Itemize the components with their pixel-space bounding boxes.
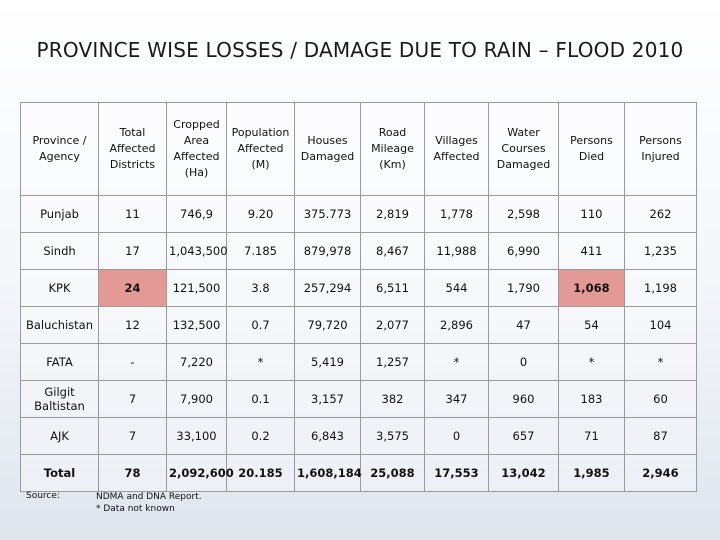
- table-cell: 6,843: [295, 418, 361, 455]
- table-cell: 2,896: [425, 307, 489, 344]
- highlighted-cell: 1,068: [559, 270, 625, 307]
- table-cell: 110: [559, 196, 625, 233]
- table-cell: *: [425, 344, 489, 381]
- footnote: * Data not known: [96, 504, 175, 514]
- table-row: [21, 344, 697, 381]
- table-cell: 12: [99, 307, 167, 344]
- table-cell: 47: [489, 307, 559, 344]
- table-cell: 411: [559, 233, 625, 270]
- total-cell: 13,042: [489, 455, 559, 492]
- total-cell: 2,092,600: [167, 455, 227, 492]
- source-label: Source:: [26, 491, 60, 501]
- table-cell: 2,077: [361, 307, 425, 344]
- table-cell: 1,043,500: [167, 233, 227, 270]
- table-cell: 657: [489, 418, 559, 455]
- highlighted-cell: 24: [99, 270, 167, 307]
- table-cell: 60: [625, 381, 697, 418]
- table-cell: 375.773: [295, 196, 361, 233]
- table-row: [21, 307, 697, 344]
- total-cell: 78: [99, 455, 167, 492]
- total-cell: 20.185: [227, 455, 295, 492]
- page-title: PROVINCE WISE LOSSES / DAMAGE DUE TO RAIN – FLOOD 2010: [36, 38, 684, 62]
- table-cell: Sindh: [21, 233, 99, 270]
- table-cell: 544: [425, 270, 489, 307]
- table-cell: 7,220: [167, 344, 227, 381]
- table-cell: 347: [425, 381, 489, 418]
- table-cell: FATA: [21, 344, 99, 381]
- table-cell: 0.2: [227, 418, 295, 455]
- table-cell: 6,990: [489, 233, 559, 270]
- source-note: [96, 491, 202, 515]
- header-province: Province / Agency: [21, 103, 99, 196]
- table-cell: 3,575: [361, 418, 425, 455]
- table-cell: 1,198: [625, 270, 697, 307]
- header-injured: Persons Injured: [625, 103, 697, 196]
- table-cell: 0.1: [227, 381, 295, 418]
- table-cell: 87: [625, 418, 697, 455]
- header-villages: Villages Affected: [425, 103, 489, 196]
- header-water-courses: Water Courses Damaged: [489, 103, 559, 196]
- table-cell: 0.7: [227, 307, 295, 344]
- table-cell: 6,511: [361, 270, 425, 307]
- total-cell: 1,985: [559, 455, 625, 492]
- table-row: [21, 418, 697, 455]
- table-cell: 382: [361, 381, 425, 418]
- header-row: [21, 103, 697, 196]
- table-cell: 1,257: [361, 344, 425, 381]
- table-cell: 7,900: [167, 381, 227, 418]
- table-cell: *: [559, 344, 625, 381]
- table-cell: 5,419: [295, 344, 361, 381]
- table-cell: 54: [559, 307, 625, 344]
- table-row: [21, 196, 697, 233]
- table-cell: 132,500: [167, 307, 227, 344]
- table-row: [21, 233, 697, 270]
- header-cropped-area: Cropped Area Affected (Ha): [167, 103, 227, 196]
- table-cell: 79,720: [295, 307, 361, 344]
- header-districts: Total Affected Districts: [99, 103, 167, 196]
- table-cell: 17: [99, 233, 167, 270]
- table-cell: *: [625, 344, 697, 381]
- table-row: [21, 381, 697, 418]
- table-cell: 257,294: [295, 270, 361, 307]
- total-row: [21, 455, 697, 492]
- header-died: Persons Died: [559, 103, 625, 196]
- total-cell: 17,553: [425, 455, 489, 492]
- table-cell: 183: [559, 381, 625, 418]
- table-cell: 9.20: [227, 196, 295, 233]
- table-cell: 746,9: [167, 196, 227, 233]
- losses-table: [20, 102, 697, 492]
- table-cell: 3,157: [295, 381, 361, 418]
- table-cell: 960: [489, 381, 559, 418]
- table-cell: 121,500: [167, 270, 227, 307]
- table-cell: Gilgit Baltistan: [21, 381, 99, 418]
- table-cell: -: [99, 344, 167, 381]
- table-row: [21, 270, 697, 307]
- header-houses: Houses Damaged: [295, 103, 361, 196]
- table-cell: 33,100: [167, 418, 227, 455]
- table-cell: 7.185: [227, 233, 295, 270]
- table-cell: AJK: [21, 418, 99, 455]
- table-cell: 1,235: [625, 233, 697, 270]
- table-cell: 2,819: [361, 196, 425, 233]
- table-cell: 104: [625, 307, 697, 344]
- total-cell: 1,608,184: [295, 455, 361, 492]
- total-cell: 2,946: [625, 455, 697, 492]
- table-cell: *: [227, 344, 295, 381]
- table-cell: 1,778: [425, 196, 489, 233]
- table-cell: 3.8: [227, 270, 295, 307]
- table-cell: 11,988: [425, 233, 489, 270]
- table-cell: 8,467: [361, 233, 425, 270]
- table-cell: Baluchistan: [21, 307, 99, 344]
- header-road: Road Mileage (Km): [361, 103, 425, 196]
- table-cell: 11: [99, 196, 167, 233]
- total-cell: Total: [21, 455, 99, 492]
- table-cell: Punjab: [21, 196, 99, 233]
- table-cell: 0: [425, 418, 489, 455]
- table-cell: 2,598: [489, 196, 559, 233]
- table-cell: KPK: [21, 270, 99, 307]
- header-population: Population Affected (M): [227, 103, 295, 196]
- table-cell: 1,790: [489, 270, 559, 307]
- source-text: NDMA and DNA Report.: [96, 492, 202, 502]
- total-cell: 25,088: [361, 455, 425, 492]
- table-cell: 71: [559, 418, 625, 455]
- table-cell: 0: [489, 344, 559, 381]
- table-cell: 262: [625, 196, 697, 233]
- table-cell: 7: [99, 381, 167, 418]
- table-cell: 7: [99, 418, 167, 455]
- table-cell: 879,978: [295, 233, 361, 270]
